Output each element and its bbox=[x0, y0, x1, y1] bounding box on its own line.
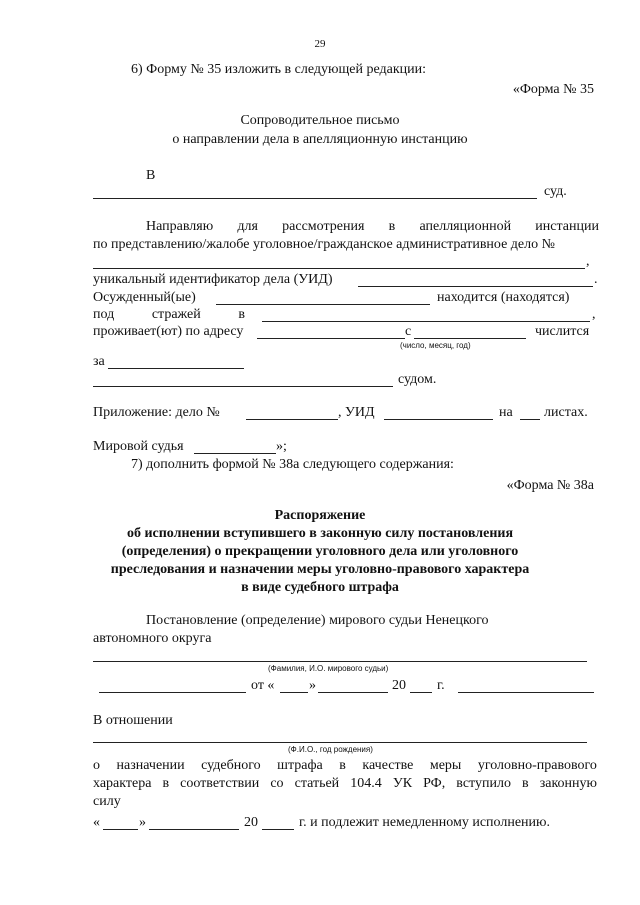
court-name-line bbox=[93, 198, 537, 199]
judge-caption: (Фамилия, И.О. мирового судьи) bbox=[268, 664, 389, 673]
word: назначении bbox=[116, 758, 185, 773]
word: со bbox=[270, 776, 284, 791]
word: апелляционной bbox=[419, 219, 512, 234]
final-month-line bbox=[149, 829, 239, 830]
guard-place-line bbox=[262, 321, 590, 322]
final-quote: » bbox=[139, 815, 146, 830]
word: Направляю bbox=[146, 219, 214, 234]
word: в bbox=[522, 776, 529, 791]
judge-label: Мировой судья bbox=[93, 439, 184, 454]
final-year-line bbox=[262, 829, 294, 830]
word: для bbox=[237, 219, 258, 234]
for-line bbox=[108, 368, 244, 369]
convicted-line bbox=[216, 304, 430, 305]
attachment-uid-line bbox=[384, 419, 493, 420]
attachment-uid-label: , УИД bbox=[338, 405, 375, 420]
page-number: 29 bbox=[314, 38, 326, 50]
judge-line bbox=[194, 453, 276, 454]
form-35-title-line1: Сопроводительное письмо bbox=[240, 113, 400, 128]
since-label: с bbox=[405, 324, 412, 339]
word: уголовно-правового bbox=[477, 758, 597, 773]
date-quote: » bbox=[309, 678, 316, 693]
word: в bbox=[388, 219, 396, 234]
word: о bbox=[93, 758, 100, 773]
person-caption: (Ф.И.О., год рождения) bbox=[288, 745, 373, 754]
regarding-label: В отношении bbox=[93, 713, 173, 728]
uid-label: уникальный идентификатор дела (УИД) bbox=[93, 272, 333, 287]
paragraph-line1 bbox=[146, 219, 599, 235]
attachment-on: на bbox=[499, 405, 513, 420]
date-day-line bbox=[280, 692, 308, 693]
attachment-sheets-line bbox=[520, 419, 540, 420]
fine-line3: силу bbox=[93, 794, 121, 809]
word: в bbox=[238, 307, 245, 322]
address-label: проживает(ют) по адресу bbox=[93, 324, 244, 339]
convicted-label: Осужденный(ые) bbox=[93, 290, 196, 305]
date-from: от « bbox=[251, 678, 275, 693]
guard-words bbox=[93, 307, 245, 323]
date-extra-line bbox=[458, 692, 594, 693]
address-line bbox=[257, 338, 405, 339]
for-label: за bbox=[93, 354, 105, 369]
judge-name-line bbox=[93, 661, 587, 662]
final-open: « bbox=[93, 815, 100, 830]
date-year-line bbox=[410, 692, 432, 693]
since-date-line bbox=[414, 338, 526, 339]
date-year-prefix: 20 bbox=[392, 678, 406, 693]
uid-line bbox=[358, 286, 593, 287]
item-7-text: 7) дополнить формой № 38а следующего содержания: bbox=[131, 457, 454, 472]
court-prefix: В bbox=[146, 168, 156, 183]
attachment-sheets: листах. bbox=[544, 405, 588, 420]
court-line bbox=[93, 386, 393, 387]
word: вступило bbox=[456, 776, 511, 791]
form-38a-title-line1: Распоряжение bbox=[274, 508, 366, 523]
word: штрафа bbox=[277, 758, 323, 773]
judge-end: »; bbox=[276, 439, 287, 454]
word: соответствии bbox=[180, 776, 260, 791]
paragraph-line2: по представлению/жалобе уголовное/гражданское административное дело № bbox=[93, 237, 555, 252]
final-day-line bbox=[103, 829, 138, 830]
guard-end: , bbox=[592, 307, 596, 322]
person-line bbox=[93, 742, 587, 743]
listed-label: числится bbox=[535, 324, 590, 339]
form-38a-label: «Форма № 38а bbox=[506, 478, 594, 493]
uid-end: . bbox=[594, 272, 598, 287]
word: законную bbox=[539, 776, 597, 791]
word: стражей bbox=[151, 307, 201, 322]
word: под bbox=[93, 307, 115, 322]
form-38a-title-line2: об исполнении вступившего в законную силу постановления bbox=[126, 526, 514, 541]
final-year-prefix: 20 bbox=[244, 815, 258, 830]
form-38a-title-line5: в виде судебного штрафа bbox=[241, 580, 399, 595]
word: 104.4 bbox=[350, 776, 382, 791]
word: инстанции bbox=[535, 219, 599, 234]
form-38a-title-line4: преследования и назначении меры уголовно-правового характера bbox=[110, 562, 530, 577]
case-comma: , bbox=[586, 254, 590, 269]
date-caption: (число, месяц, год) bbox=[400, 341, 471, 350]
word: УК bbox=[392, 776, 413, 791]
court-suffix: суд. bbox=[544, 184, 567, 199]
form-35-title-line2: о направлении дела в апелляционную инстанцию bbox=[172, 132, 468, 147]
final-text: г. и подлежит немедленному исполнению. bbox=[299, 815, 550, 830]
item-6-text: 6) Форму № 35 изложить в следующей редакции: bbox=[131, 62, 426, 77]
fine-line1 bbox=[93, 758, 597, 774]
resolution-line1: Постановление (определение) мирового судьи Ненецкого bbox=[146, 613, 489, 628]
resolution-line2: автономного округа bbox=[93, 631, 212, 646]
word: судебного bbox=[201, 758, 261, 773]
date-g: г. bbox=[437, 678, 445, 693]
form-35-label: «Форма № 35 bbox=[512, 82, 594, 97]
attachment-case-line bbox=[246, 419, 338, 420]
date-month-line bbox=[318, 692, 388, 693]
court-end: судом. bbox=[398, 372, 437, 387]
word: меры bbox=[429, 758, 462, 773]
form-38a-title-line3: (определения) о прекращении уголовного дела или уголовного bbox=[121, 544, 519, 559]
word: РФ, bbox=[423, 776, 446, 791]
fine-line2 bbox=[93, 776, 597, 792]
word: качестве bbox=[362, 758, 414, 773]
case-number-line bbox=[93, 268, 585, 269]
word: характера bbox=[93, 776, 152, 791]
attachment-label: Приложение: дело № bbox=[93, 405, 220, 420]
resolution-number-line bbox=[99, 692, 246, 693]
word: рассмотрения bbox=[282, 219, 365, 234]
word: статьей bbox=[294, 776, 340, 791]
word: в bbox=[162, 776, 170, 791]
word: в bbox=[339, 758, 346, 773]
located-label: находится (находятся) bbox=[437, 290, 570, 305]
